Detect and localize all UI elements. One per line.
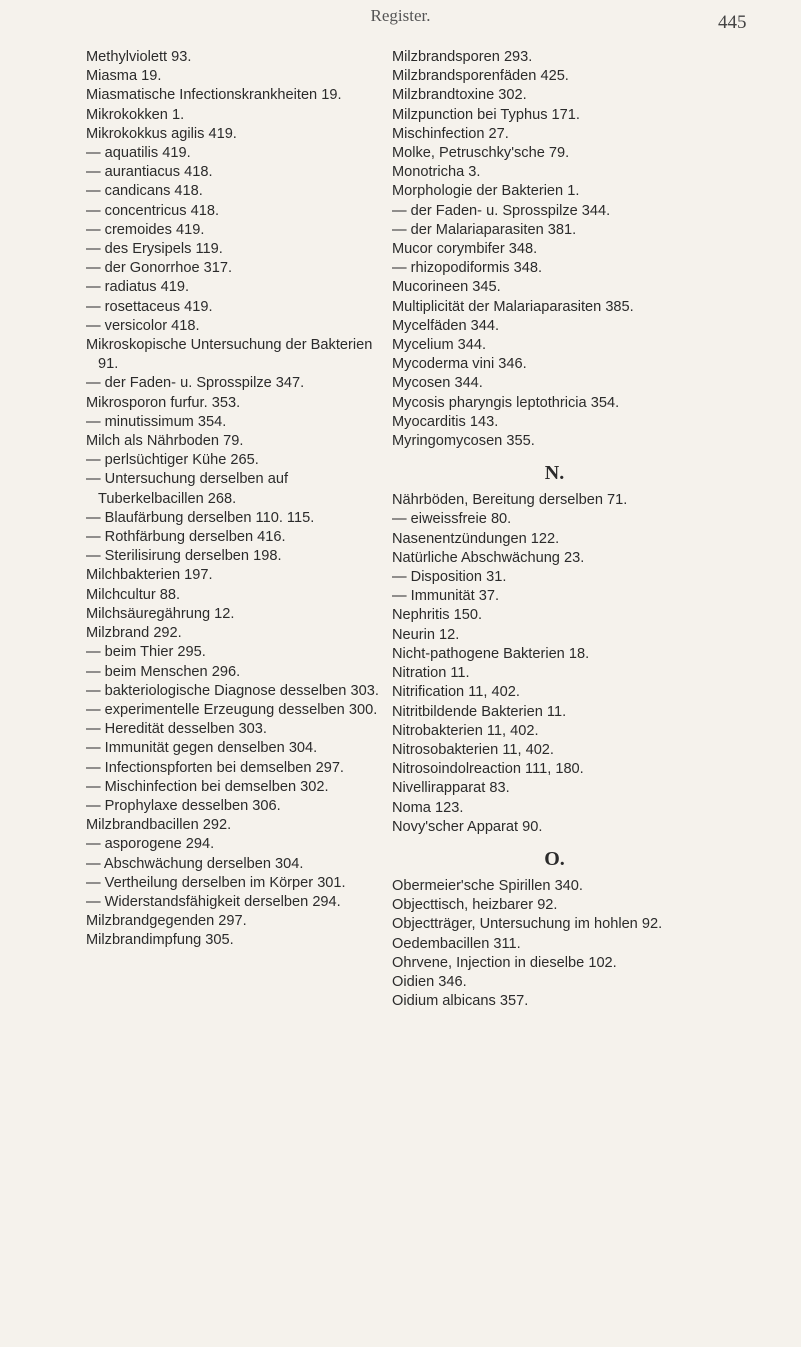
index-entry: — concentricus 418.	[86, 202, 220, 219]
index-entry: — asporogene 294.	[86, 836, 215, 853]
index-entry: Myocarditis 143.	[392, 413, 499, 430]
index-column-right	[392, 48, 717, 1011]
index-entry: Nephritis 150.	[392, 607, 483, 624]
index-entry: Novy'scher Apparat 90.	[392, 818, 543, 835]
index-entry: Nährböden, Bereitung derselben 71.	[392, 492, 628, 509]
index-entry: — bakteriologische Diagnose desselben 303.	[86, 682, 379, 699]
index-entry: — Immunität gegen denselben 304.	[86, 740, 318, 757]
index-entry: Mycelium 344.	[392, 337, 487, 354]
index-entry: Nitritbildende Bakterien 11.	[392, 703, 567, 720]
index-entry: Milchcultur 88.	[86, 586, 181, 603]
index-entry: — perlsüchtiger Kühe 265.	[86, 452, 259, 469]
index-section-o	[392, 877, 717, 1011]
index-section-n	[392, 491, 717, 837]
index-entry: Nitrosobakterien 11, 402.	[392, 741, 554, 758]
index-entry: — Mischinfection bei demselben 302.	[86, 778, 329, 795]
page-number: 445	[718, 12, 747, 33]
index-column-left	[86, 48, 391, 951]
index-entry: — aurantiacus 418.	[86, 164, 213, 181]
section-letter-n: N.	[544, 462, 565, 485]
index-entry: — cremoides 419.	[86, 221, 205, 238]
index-entry: — experimentelle Erzeugung desselben 300.	[86, 701, 378, 718]
index-entry: Nasenentzündungen 122.	[392, 530, 560, 547]
index-entry: Multiplicität der Malariaparasiten 385.	[392, 298, 634, 315]
index-entry: — radiatus 419.	[86, 279, 190, 296]
index-entry: — der Gonorrhoe 317.	[86, 260, 233, 277]
index-entry: Milzbrandsporen 293.	[392, 49, 533, 65]
index-entry: Nitrification 11, 402.	[392, 684, 520, 701]
index-entry: — Prophylaxe desselben 306.	[86, 797, 281, 814]
index-entry: Morphologie der Bakterien 1.	[392, 183, 580, 200]
index-entry: Noma 123.	[392, 799, 464, 816]
index-entry: — Infectionspforten bei demselben 297.	[86, 759, 344, 776]
index-entry: Molke, Petruschky'sche 79.	[392, 145, 570, 162]
index-entry: — Sterilisirung derselben 198.	[86, 548, 282, 565]
index-entry: Miasmatische Infectionskrankheiten 19.	[86, 87, 342, 104]
index-entry: Mucor corymbifer 348.	[392, 241, 538, 258]
index-entry: — eiweissfreie 80.	[392, 511, 512, 528]
index-entry: Milch als Nährboden 79.	[86, 433, 244, 450]
index-section-m	[392, 48, 717, 451]
index-entry: — Heredität desselben 303.	[86, 721, 267, 738]
index-entry: Mycoderma vini 346.	[392, 356, 527, 373]
index-entry: — Blaufärbung derselben 110. 115.	[86, 509, 315, 526]
index-entry: Mikrokokkus agilis 419.	[86, 125, 237, 142]
index-entry: — beim Thier 295.	[86, 644, 206, 661]
index-entry: Mikroskopische Untersuchung der Bakterien 91.	[86, 337, 373, 373]
index-entry: — aquatilis 419.	[86, 145, 191, 162]
index-entry: — rosettaceus 419.	[86, 298, 213, 315]
index-entry: — Rothfärbung derselben 416.	[86, 529, 286, 546]
index-entry: Milzbrandbacillen 292.	[86, 817, 232, 834]
index-entry: Nitrobakterien 11, 402.	[392, 722, 539, 739]
index-entry: — Untersuchung derselben auf Tuberkelbacillen 268.	[86, 471, 289, 507]
index-entry: Mikrosporon furfur. 353.	[86, 394, 241, 411]
index-entry: Miasma 19.	[86, 68, 162, 85]
running-header: Register.	[370, 6, 431, 25]
index-entry: Mucorineen 345.	[392, 279, 501, 296]
index-entry: — beim Menschen 296.	[86, 663, 241, 680]
index-entry: Objecttisch, heizbarer 92.	[392, 897, 558, 914]
index-entry: Neurin 12.	[392, 626, 460, 643]
index-entry: Milzbrandimpfung 305.	[86, 932, 234, 949]
index-entry: — Vertheilung derselben im Körper 301.	[86, 874, 346, 891]
index-entry: Myringomycosen 355.	[392, 433, 535, 450]
index-entry: Oidien 346.	[392, 973, 467, 990]
index-entry: — der Faden- u. Sprosspilze 347.	[86, 375, 305, 392]
index-entry: Monotricha 3.	[392, 164, 481, 181]
index-entry: — minutissimum 354.	[86, 413, 227, 430]
index-entry: Mycosis pharyngis leptothricia 354.	[392, 394, 620, 411]
index-entry: — der Faden- u. Sprosspilze 344.	[392, 202, 611, 219]
index-entry: Objectträger, Untersuchung im hohlen 92.	[392, 916, 663, 933]
index-entry: Nicht-pathogene Bakterien 18.	[392, 645, 590, 662]
index-entry: Milzpunction bei Typhus 171.	[392, 106, 580, 123]
index-entry: Natürliche Abschwächung 23.	[392, 549, 585, 566]
index-entry: Oedembacillen 311.	[392, 935, 521, 952]
index-entry: Mycelfäden 344.	[392, 317, 500, 334]
index-entry: Nitration 11.	[392, 665, 470, 682]
index-entry: Milzbrandsporenfäden 425.	[392, 68, 569, 85]
index-entry: Milchbakterien 197.	[86, 567, 213, 584]
index-entry: — Immunität 37.	[392, 588, 500, 605]
index-entry: Mycosen 344.	[392, 375, 483, 392]
index-entry: Milzbrandgegenden 297.	[86, 913, 247, 930]
index-entry: — der Malariaparasiten 381.	[392, 221, 577, 238]
index-entry: Methylviolett 93.	[86, 49, 192, 65]
index-entry: — versicolor 418.	[86, 317, 200, 334]
index-entry: Oidium albicans 357.	[392, 993, 529, 1010]
index-entry: — Disposition 31.	[392, 569, 507, 586]
index-entry: — rhizopodiformis 348.	[392, 260, 543, 277]
index-entry: Milzbrand 292.	[86, 625, 182, 642]
index-entry: Mikrokokken 1.	[86, 106, 185, 123]
section-letter-o: O.	[544, 847, 565, 870]
index-entry: — candicans 418.	[86, 183, 203, 200]
index-entry: Milchsäuregährung 12.	[86, 605, 235, 622]
index-entry: — des Erysipels 119.	[86, 241, 223, 258]
index-entry: Mischinfection 27.	[392, 125, 509, 142]
index-entry: Nitrosoindolreaction 111, 180.	[392, 761, 584, 778]
index-entry: Nivellirapparat 83.	[392, 780, 510, 797]
index-entry: Ohrvene, Injection in dieselbe 102.	[392, 954, 617, 971]
index-entry: — Widerstandsfähigkeit derselben 294.	[86, 893, 341, 910]
index-entry: Obermeier'sche Spirillen 340.	[392, 877, 583, 894]
index-entry: Milzbrandtoxine 302.	[392, 87, 527, 104]
index-entry: — Abschwächung derselben 304.	[86, 855, 304, 872]
